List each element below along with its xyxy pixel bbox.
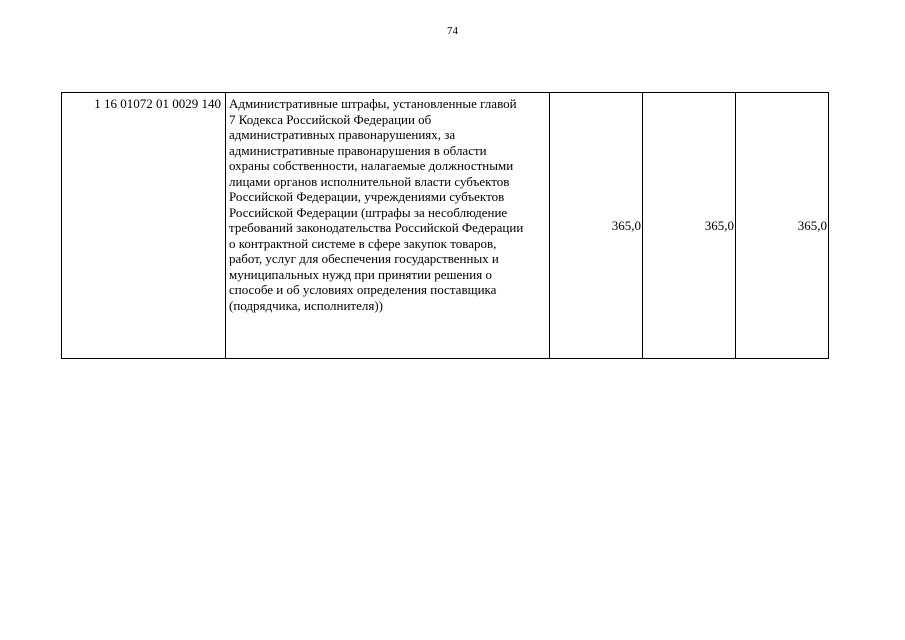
- amount-year-3: 365,0: [736, 93, 829, 359]
- description-line: муниципальных нужд при принятии решения о: [229, 266, 492, 282]
- description-line: Российской Федерации (штрафы за несоблюдение: [229, 204, 508, 220]
- description-line: Российской Федерации, учреждениями субъектов: [229, 189, 505, 204]
- amount-year-2: 365,0: [643, 93, 736, 359]
- description-line: требований законодательства Российской Федерации: [229, 220, 524, 235]
- table-row: [62, 93, 829, 359]
- description-line: о контрактной системе в сфере закупок товаров,: [229, 235, 497, 251]
- amount-year-1: 365,0: [550, 93, 643, 359]
- description-line: 7 Кодекса Российской Федерации об: [229, 111, 432, 127]
- description-line: (подрядчика, исполнителя)): [229, 297, 383, 313]
- description-line: Административные штрафы, установленные главой: [229, 96, 517, 111]
- description-line: лицами органов исполнительной власти субъектов: [229, 173, 510, 189]
- budget-table: [61, 92, 829, 359]
- revenue-description: [226, 93, 550, 359]
- description-line: способе и об условиях определения поставщика: [229, 282, 497, 297]
- description-line: административных правонарушениях, за: [229, 127, 456, 142]
- budget-classification-code: 1 16 01072 01 0029 140: [62, 93, 226, 359]
- description-line: работ, услуг для обеспечения государственных и: [229, 251, 499, 266]
- description-line: административные правонарушения в области: [229, 142, 487, 158]
- description-line: охраны собственности, налагаемые должностными: [229, 158, 514, 173]
- page-number: 74: [447, 25, 458, 37]
